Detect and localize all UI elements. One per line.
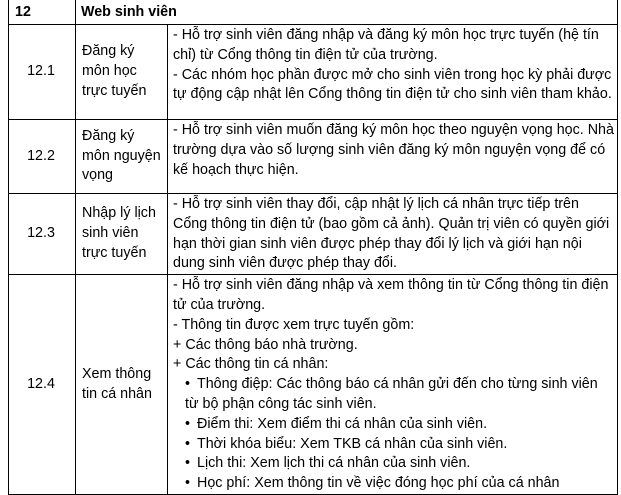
feature-description bbox=[168, 194, 618, 275]
bullet-dot-icon: • bbox=[185, 475, 191, 492]
row-number: 12.3 bbox=[9, 194, 76, 275]
feature-description bbox=[168, 120, 618, 194]
description-line: - Hỗ trợ sinh viên đăng nhập và xem thông tin từ Cổng thông tin điện tử của trường. bbox=[173, 277, 609, 313]
table-row bbox=[9, 275, 618, 495]
table-row bbox=[9, 194, 618, 275]
bullet-text: Lịch thi: Xem lịch thi cá nhân của sinh viên. bbox=[197, 455, 471, 472]
bullet-text: Thời khóa biểu: Xem TKB cá nhân của sinh viên. bbox=[197, 435, 508, 452]
section-number: 12 bbox=[9, 0, 76, 25]
description-line: - Hỗ trợ sinh viên đăng nhập và đăng ký môn học trực tuyến (hệ tín chỉ) từ Cổng thông tin điện tử của trường. bbox=[173, 27, 599, 63]
feature-name: Đăng ký môn học trực tuyến bbox=[76, 25, 168, 120]
table-row bbox=[9, 25, 618, 120]
section-title: Web sinh viên bbox=[76, 0, 618, 25]
bullet-item bbox=[173, 474, 614, 494]
description-line: + Các thông tin cá nhân: bbox=[173, 356, 329, 373]
bullet-item bbox=[173, 435, 614, 455]
row-number: 12.4 bbox=[9, 275, 76, 495]
bullet-dot-icon: • bbox=[185, 435, 191, 452]
row-number: 12.2 bbox=[9, 120, 76, 194]
bullet-item bbox=[173, 375, 614, 415]
bullet-item bbox=[173, 415, 614, 435]
section-header-row bbox=[9, 0, 618, 25]
description-line: + Các thông báo nhà trường. bbox=[173, 336, 358, 353]
feature-description bbox=[168, 275, 618, 495]
bullet-item bbox=[173, 454, 614, 474]
bullet-text: Điểm thi: Xem điểm thi cá nhân của sinh viên. bbox=[197, 415, 488, 432]
description-line: - Hỗ trợ sinh viên muốn đăng ký môn học theo nguyện vọng học. Nhà trường dựa vào số lượng sinh viên đăng ký môn nguyện vọng để có kế hoạch thực hiện. bbox=[173, 122, 614, 178]
table-row bbox=[9, 120, 618, 194]
row-number: 12.1 bbox=[9, 25, 76, 120]
requirements-table bbox=[8, 0, 618, 495]
feature-name: Đăng ký môn nguyện vọng bbox=[76, 120, 168, 194]
bullet-dot-icon: • bbox=[185, 376, 191, 393]
description-line: - Thông tin được xem trực tuyến gồm: bbox=[173, 316, 415, 333]
bullet-dot-icon: • bbox=[185, 455, 191, 472]
feature-description bbox=[168, 25, 618, 120]
description-line: - Các nhóm học phần được mở cho sinh viên trong học kỳ phải được tự động cập nhật lên Cổng thông tin điện tử cho sinh viên tham khảo. bbox=[173, 66, 612, 103]
bullet-text: Học phí: Xem thông tin về việc đóng học phí của cá nhân bbox=[197, 475, 560, 492]
description-line: - Hỗ trợ sinh viên thay đổi, cập nhật lý lịch cá nhân trực tiếp trên Cổng thông tin điện tử (bao gồm cả ảnh). Quản trị viên có quyền giới hạn thời gian sinh viên được phép thay đổi lý lịch và giới hạn nội dung sinh viên được phép thay đổi. bbox=[173, 196, 610, 272]
feature-name: Nhập lý lịch sinh viên trực tuyến bbox=[76, 194, 168, 275]
bullet-text: Thông điệp: Các thông báo cá nhân gửi đến cho từng sinh viên từ bộ phận công tác sinh viên. bbox=[185, 376, 598, 412]
feature-name: Xem thông tin cá nhân bbox=[76, 275, 168, 495]
bullet-dot-icon: • bbox=[185, 415, 191, 432]
